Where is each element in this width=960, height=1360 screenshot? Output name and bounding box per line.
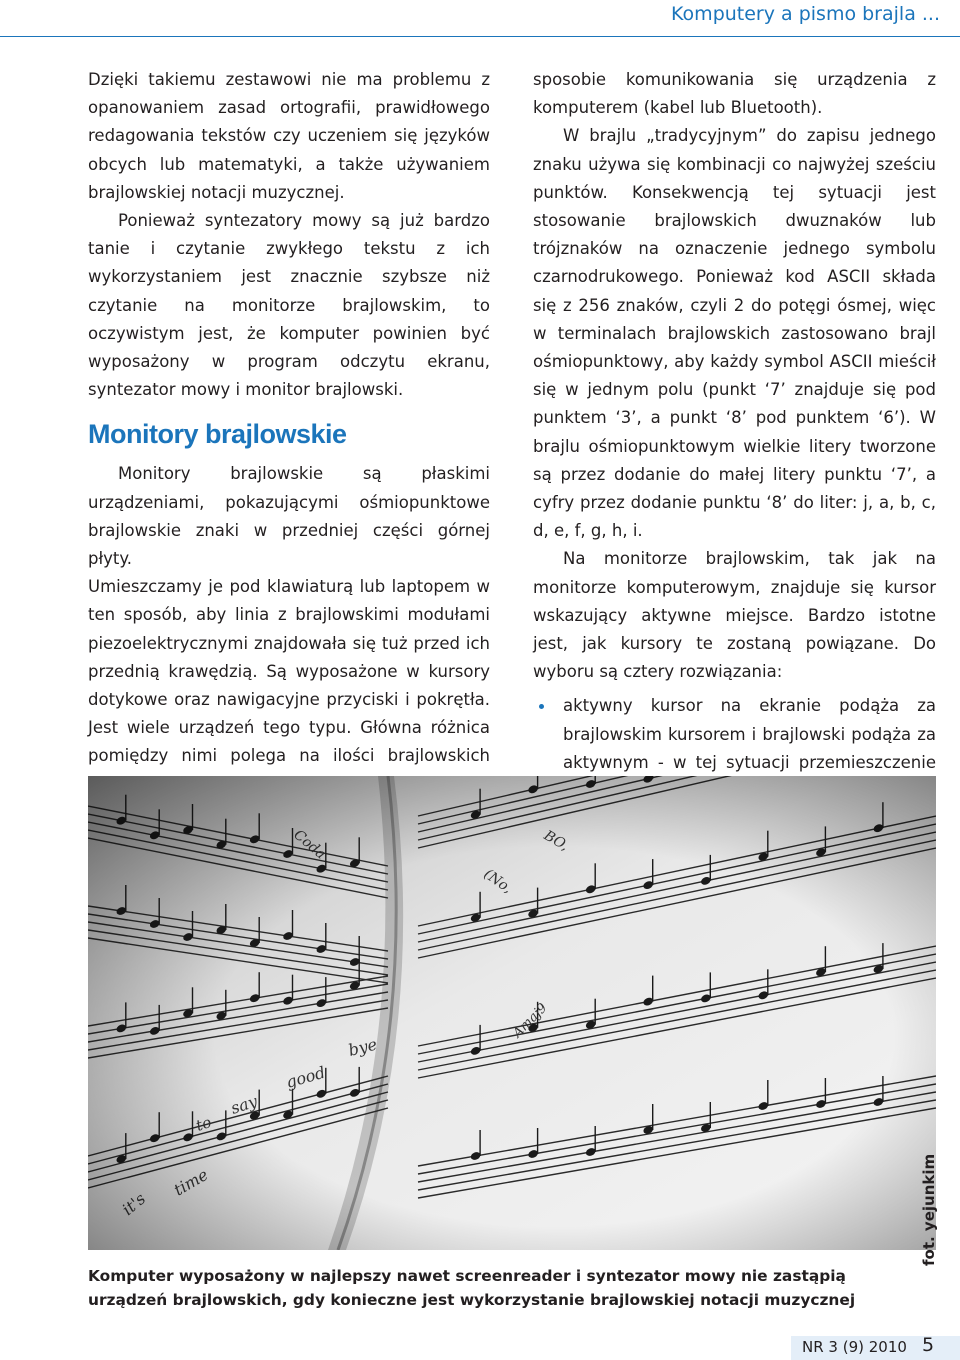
right-paragraph-3: Na monitorze brajlowskim, tak jak na monitorze komputerowym, znajduje się kursor wskazujący aktywne miejsce. Bardzo istotne jest, jak kursory te zostaną powiązane. Do wyboru są cztery rozwiązania: [533, 549, 936, 682]
section-heading: Monitory brajlowskie [88, 419, 347, 450]
header-rule [0, 36, 960, 37]
right-paragraph-1: sposobie komunikowania się urządzenia z komputerem (kabel lub Bluetooth). [533, 70, 936, 118]
bullet-dot-icon [539, 704, 544, 709]
issue-number: NR 3 (9) 2010 [802, 1338, 907, 1356]
right-paragraph-2: W brajlu „tradycyjnym” do zapisu jednego znaku używa się kombinacji co najwyżej sześciu punktów. Konsekwencją tej sytuacji jest stosowanie brajlowskich dwuznaków lub trójznaków na oznaczenie jednego symbolu czarnodrukowego. Ponieważ kod ASCII składa się z 256 znaków, czyli 2 do potęgi ósmej, więc w terminalach brajlowskich zastosowano brajl ośmiopunktowy, aby każdy symbol ASCII mieścił się w jednym polu (punkt ‘7’ znajduje się pod punktem ‘3’, a punkt ‘8’ pod punktem ‘6’). W brajlu ośmiopunktowym wielkie litery tworzone są przez dodanie do małej litery punktu ‘7’, a cyfry przez dodanie punktu ‘8’ do liter: j, a, b, c, d, e, f, g, h, i. [533, 126, 936, 541]
left-paragraph-1: Dzięki takiemu zestawowi nie ma problemu z opanowaniem zasad ortografii, prawidłowego redagowania tekstów czy uczeniem się języków obcych lub matematyki, a także używaniem brajlowskiej notacji muzycznej. [88, 70, 490, 202]
left-column [88, 66, 490, 799]
photo-credit: fot. yejunkim [920, 1153, 938, 1266]
left-paragraph-2: Ponieważ syntezatory mowy są już bardzo tanie i czytanie zwykłego tekstu z ich wykorzystaniem jest znacznie szybsze niż czytanie na monitorze brajlowskim, to oczywistym jest, że komputer powinien być wyposażony w program odczytu ekranu, syntezator mowy i monitor brajlowski. [88, 211, 490, 400]
left-paragraph-4: Umieszczamy je pod klawiaturą lub laptopem w ten sposób, aby linia z brajlowskimi modułami piezoelektrycznymi znajdowała się tuż przed ich przednią krawędzią. Są wyposażone w kursory dotykowe oraz nawigacyjne przyciski i pokrętła. Jest wiele urządzeń tego typu. Główna różnica pomiędzy nimi polega na ilości brajlowskich [88, 577, 490, 766]
sheet-music-photo [88, 776, 936, 1250]
photo-vignette [88, 776, 936, 1250]
page-number: 5 [922, 1334, 935, 1356]
sheet-music-illustration [88, 776, 936, 1250]
bullet-text: aktywny kursor na ekranie podąża za brajlowskim kursorem i brajlowski podąża za aktywnym - w tej sytuacji przemieszczenie [563, 696, 936, 772]
left-paragraph-3: Monitory brajlowskie są płaskimi urządzeniami, pokazującymi ośmiopunktowe brajlowskie znaki w przedniej części górnej płyty. [88, 464, 490, 569]
running-title: Komputery a pismo brajla ... [671, 3, 940, 25]
photo-caption: Komputer wyposażony w najlepszy nawet screenreader i syntezator mowy nie zastąpią urządzeń brajlowskich, gdy konieczne jest wykorzystanie brajlowskiej notacji muzycznej [88, 1267, 856, 1309]
right-column [533, 66, 936, 805]
